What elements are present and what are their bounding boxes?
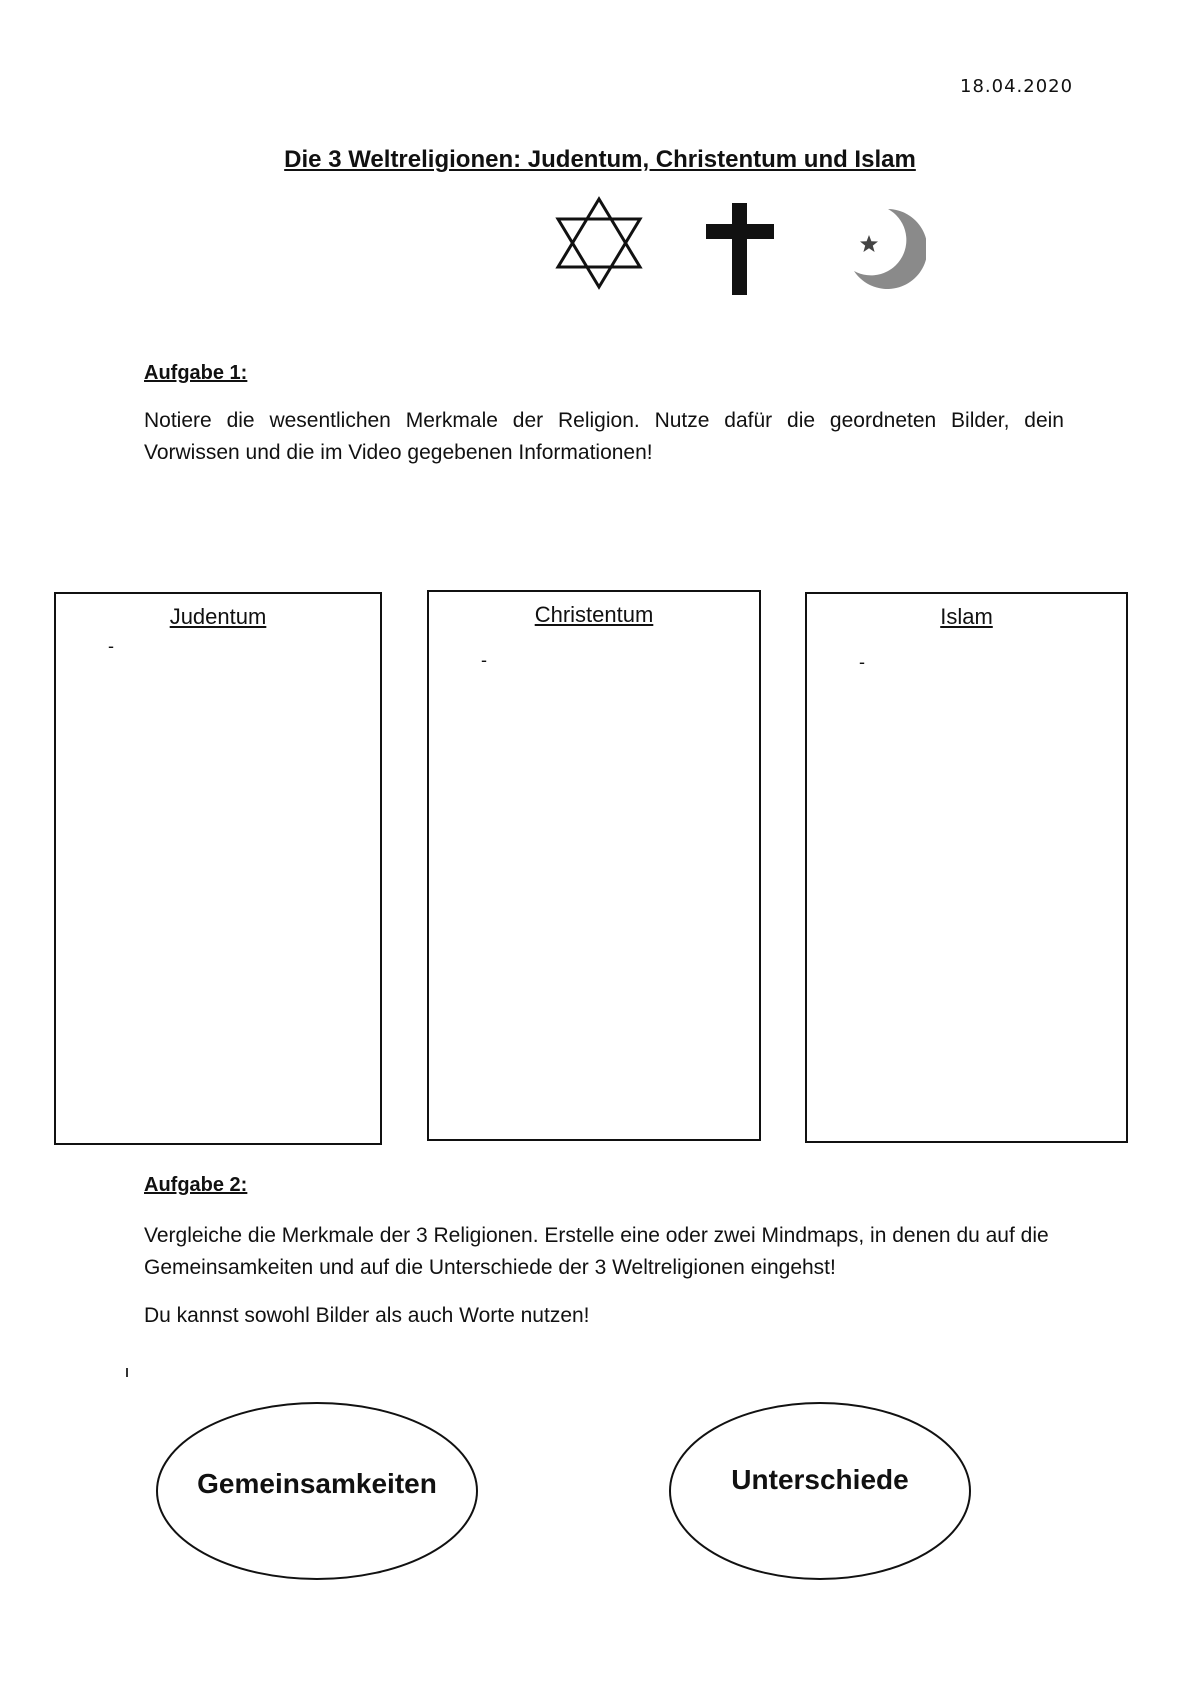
stray-mark [126, 1368, 128, 1377]
box-title-judentum: Judentum [169, 604, 267, 629]
box-title-islam: Islam [940, 604, 993, 629]
task2-note: Du kannst sowohl Bilder als auch Worte nutzen! [144, 1304, 590, 1327]
task2-heading: Aufgabe 2: [144, 1174, 248, 1196]
star-of-david-icon [553, 195, 645, 291]
bullet-dash: - [481, 650, 487, 670]
task1-heading: Aufgabe 1: [144, 362, 248, 384]
bullet-dash: - [108, 636, 114, 656]
task1-text: Notiere die wesentlichen Merkmale der Religion. Nutze dafür die geordneten Bilder, dein Vorwissen und die im Video gegebenen Informationen! [144, 409, 1064, 464]
page-title: Die 3 Weltreligionen: Judentum, Christentum und Islam [284, 146, 916, 173]
box-judentum[interactable] [54, 592, 382, 1145]
cross-icon [700, 195, 780, 295]
box-islam[interactable] [805, 592, 1128, 1143]
box-title-christentum: Christentum [534, 602, 654, 627]
mindmap-label-unterschiede: Unterschiede [731, 1464, 909, 1495]
crescent-star-icon [846, 195, 926, 295]
date: 18.04.2020 [960, 76, 1074, 97]
box-christentum[interactable] [427, 590, 761, 1141]
bullet-dash: - [859, 652, 865, 672]
task2-text: Vergleiche die Merkmale der 3 Religionen. Erstelle eine oder zwei Mindmaps, in denen du auf die Gemeinsamkeiten und auf die Unterschiede der 3 Weltreligionen eingehst! [144, 1224, 1049, 1279]
mindmap-label-gemeinsamkeiten: Gemeinsamkeiten [197, 1468, 437, 1499]
